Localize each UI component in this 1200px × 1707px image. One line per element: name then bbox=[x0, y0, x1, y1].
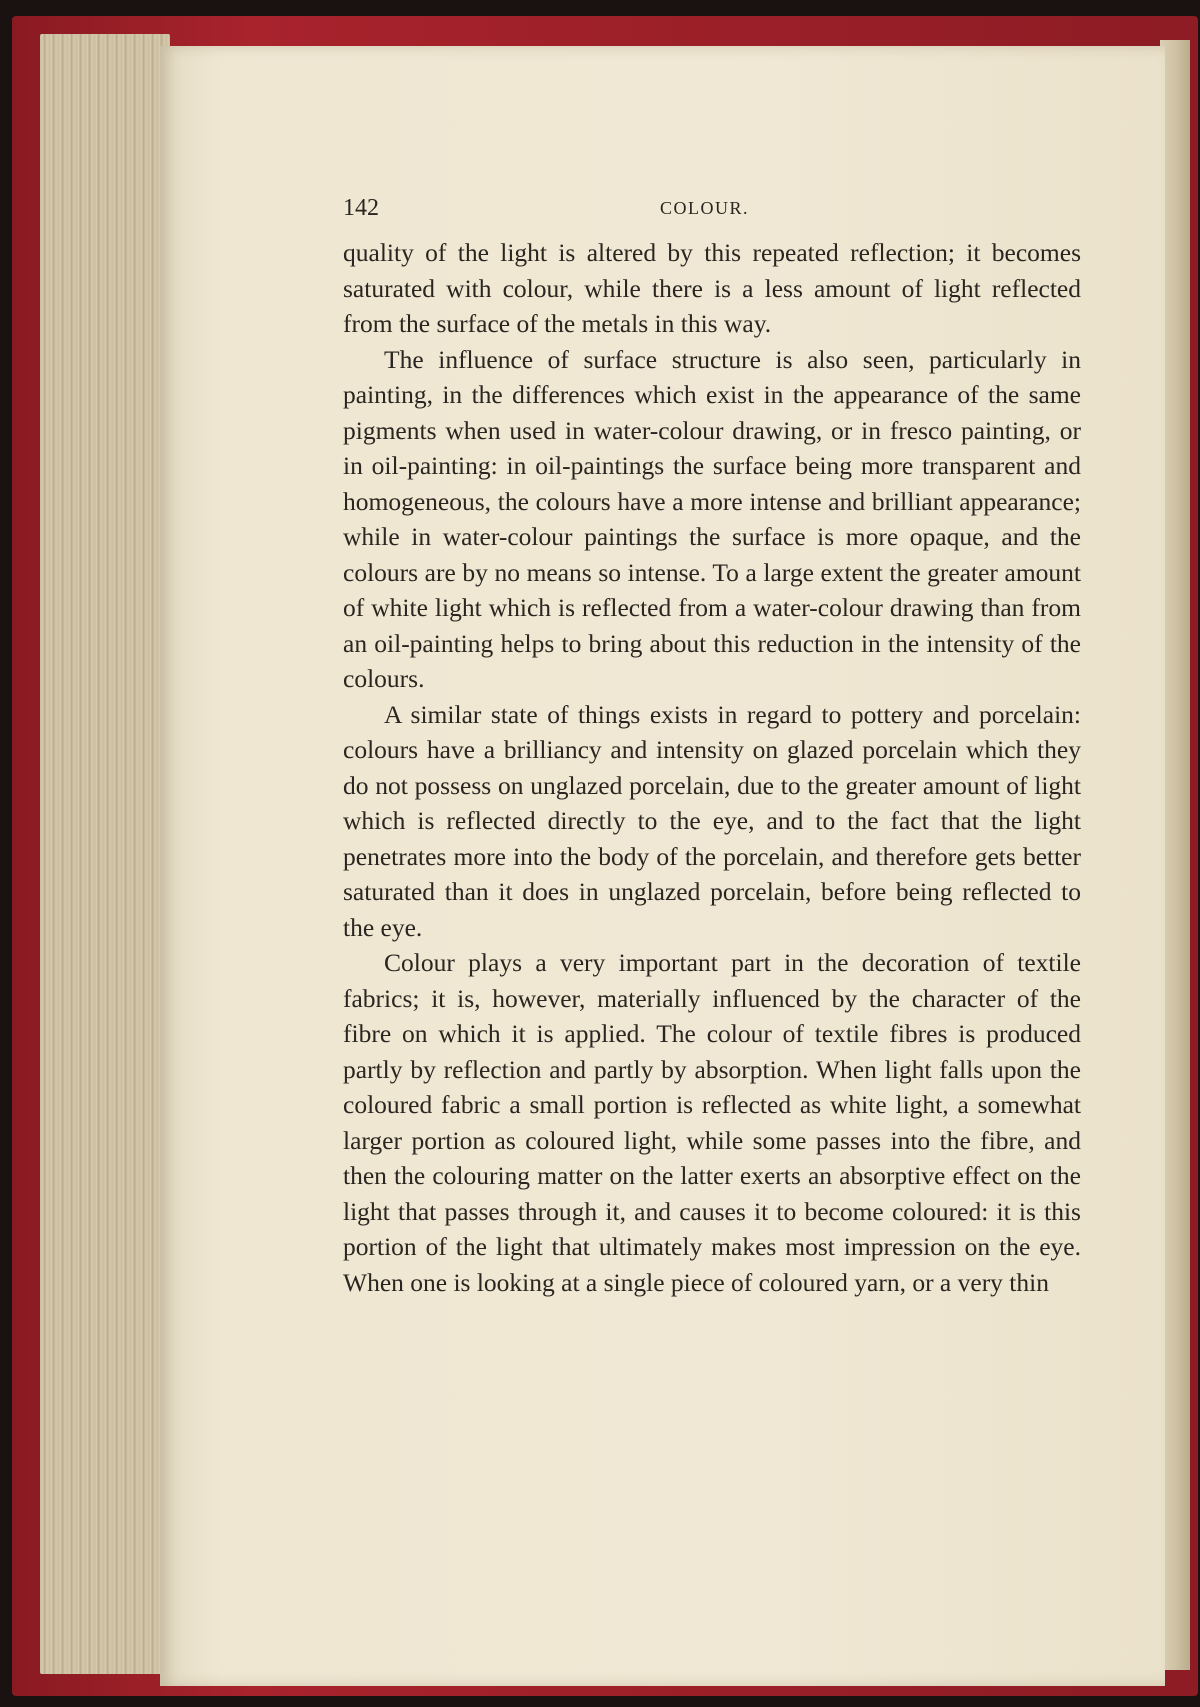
paragraph: Colour plays a very important part in the decoration of textile fabrics; it is, however, materially influenced by the character of the fibre on which it is applied. The colour of textile fibres is produced partly by reflection and partly by absorption. When light falls upon the coloured fabric a small portion is reflected as white light, a somewhat larger portion as coloured light, while some passes into the fibre, and then the colouring matter on the latter exerts an absorptive effect on the light that passes through it, and causes it to become coloured: it is this portion of the light that ultimately makes most impression on the eye. When one is looking at a single piece of coloured yarn, or a very thin bbox=[343, 948, 1081, 1297]
paragraph: A similar state of things exists in regard to pottery and porcelain: colours have a brilliancy and intensity on glazed porcelain which they do not possess on unglazed porcelain, due to the greater amount of light which is reflected directly to the eye, and to the fact that the light penetrates more into the body of the porcelain, and therefore gets better saturated than it does in unglazed porcelain, before being reflected to the eye. bbox=[343, 699, 1081, 942]
page-edges bbox=[40, 34, 170, 1674]
paragraph: The influence of surface structure is also seen, particularly in painting, in the differences which exist in the appearance of the same pigments when used in water-colour drawing, or in fresco painting, or in oil-painting: in oil-paintings the surface being more transparent and homogeneous, the colours have a more intense and brilliant appearance; while in water-colour paintings the surface is more opaque, and the colours are by no means so intense. To a large extent the greater amount of white light which is reflected from a water-colour drawing than from an oil-painting helps to bring about this reduction in the intensity of the colours. bbox=[343, 344, 1081, 693]
page-number: 142 bbox=[343, 195, 379, 221]
page-header bbox=[343, 195, 1081, 235]
body-text bbox=[343, 235, 1081, 1300]
page-content bbox=[343, 195, 1081, 1300]
running-title: COLOUR. bbox=[660, 198, 750, 218]
paragraph: quality of the light is altered by this repeated reflection; it becomes saturated with colour, while there is a less amount of light reflected from the surface of the metals in this way. bbox=[343, 238, 1081, 338]
